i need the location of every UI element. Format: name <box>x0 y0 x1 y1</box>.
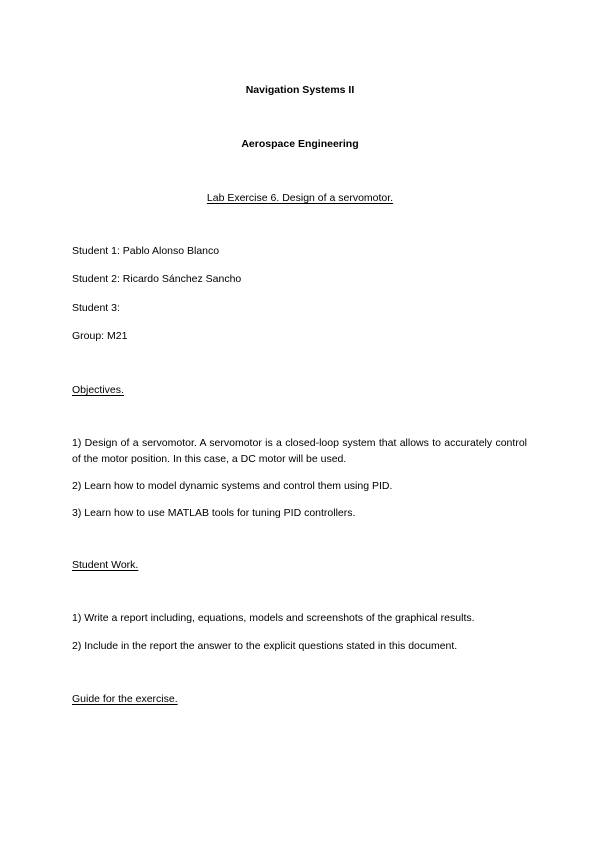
objectives-heading: Objectives. <box>72 384 124 396</box>
student-work-item-2: 2) Include in the report the answer to the explicit questions stated in this document. <box>72 640 458 652</box>
objective-item-2: 2) Learn how to model dynamic systems and control them using PID. <box>72 480 393 492</box>
student-work-item-1: 1) Write a report including, equations, models and screenshots of the graphical results. <box>72 612 475 624</box>
objective-item-3: 3) Learn how to use MATLAB tools for tuning PID controllers. <box>72 507 356 519</box>
student-1: Student 1: Pablo Alonso Blanco <box>72 245 220 257</box>
course-title: Navigation Systems II <box>245 84 355 96</box>
objective-item-1: 1) Design of a servomotor. A servomotor is a closed-loop system that allows to accurately control of the motor position. In this case, a DC motor will be used. <box>72 437 527 465</box>
lab-title: Lab Exercise 6. Design of a servomotor. <box>206 192 394 204</box>
student-3: Student 3: <box>72 302 120 314</box>
student-2: Student 2: Ricardo Sánchez Sancho <box>72 273 242 285</box>
department-title: Aerospace Engineering <box>241 138 359 150</box>
student-work-heading: Student Work. <box>72 559 139 571</box>
group-label: Group: M21 <box>72 330 128 342</box>
guide-heading: Guide for the exercise. <box>72 693 178 705</box>
